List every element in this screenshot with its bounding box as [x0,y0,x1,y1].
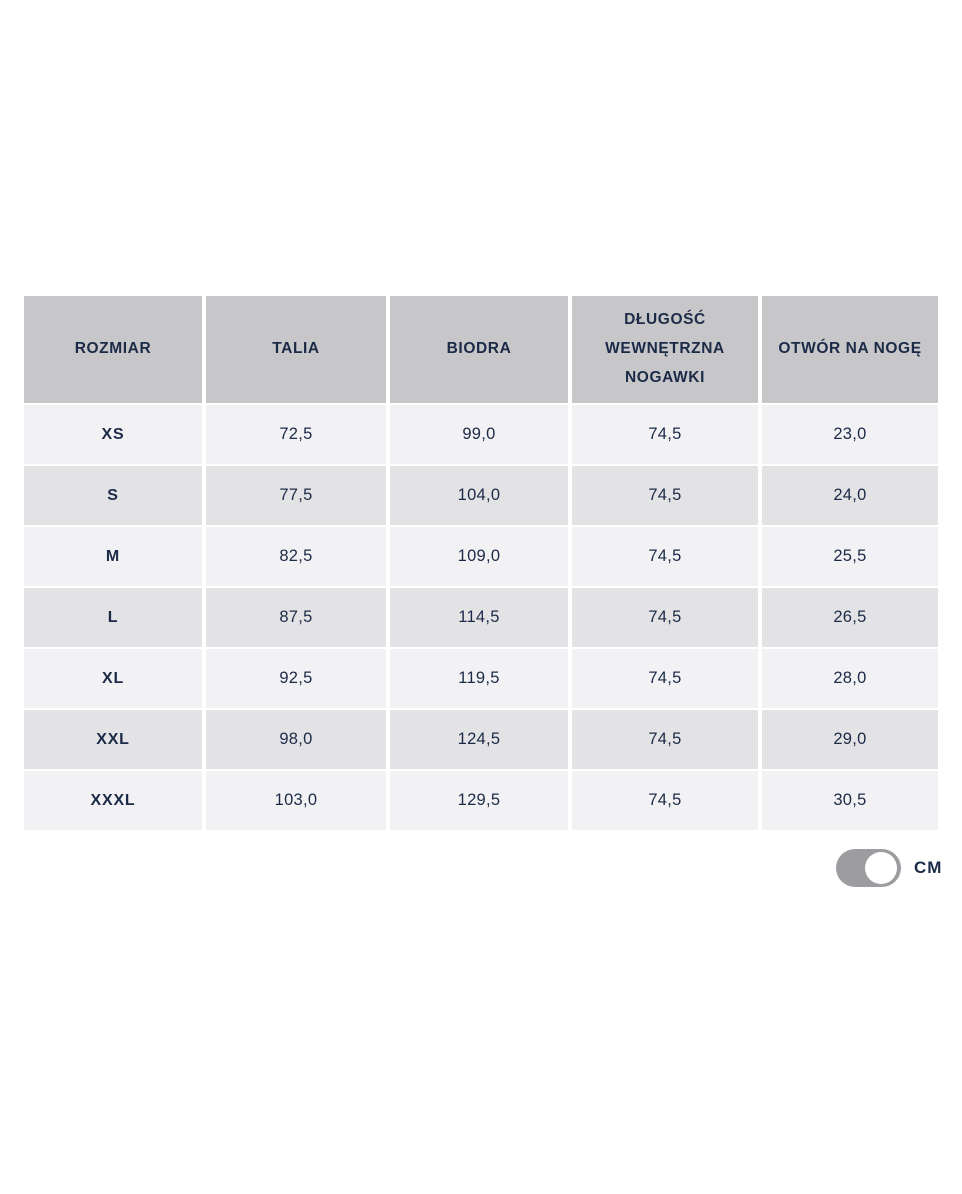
dlugosc-cell: 74,5 [572,771,758,830]
size-cell: XL [24,649,202,708]
dlugosc-cell: 74,5 [572,649,758,708]
size-cell: L [24,588,202,647]
otwor-cell: 29,0 [762,710,938,769]
unit-label: CM [914,858,943,877]
talia-cell: 98,0 [206,710,386,769]
size-cell: XS [24,405,202,464]
otwor-cell: 25,5 [762,527,938,586]
biodra-cell: 104,0 [390,466,568,525]
biodra-cell: 109,0 [390,527,568,586]
dlugosc-cell: 74,5 [572,466,758,525]
dlugosc-cell: 74,5 [572,588,758,647]
talia-cell: 87,5 [206,588,386,647]
otwor-cell: 24,0 [762,466,938,525]
column-header-biodra: BIODRA [390,296,568,403]
toggle-knob [865,852,897,884]
biodra-cell: 124,5 [390,710,568,769]
dlugosc-cell: 74,5 [572,710,758,769]
biodra-cell: 119,5 [390,649,568,708]
dlugosc-cell: 74,5 [572,527,758,586]
dlugosc-cell: 74,5 [572,405,758,464]
column-header-dlugosc-wewnetrzna-nogawki: DŁUGOŚĆ WEWNĘTRZNA NOGAWKI [572,296,758,403]
biodra-cell: 99,0 [390,405,568,464]
size-cell: M [24,527,202,586]
talia-cell: 82,5 [206,527,386,586]
otwor-cell: 23,0 [762,405,938,464]
size-cell: XXL [24,710,202,769]
talia-cell: 77,5 [206,466,386,525]
otwor-cell: 26,5 [762,588,938,647]
talia-cell: 103,0 [206,771,386,830]
column-header-rozmiar: ROZMIAR [24,296,202,403]
unit-toggle-group [836,849,942,887]
otwor-cell: 28,0 [762,649,938,708]
biodra-cell: 114,5 [390,588,568,647]
cm-unit-toggle[interactable] [836,849,901,887]
otwor-cell: 30,5 [762,771,938,830]
size-cell: S [24,466,202,525]
size-cell: XXXL [24,771,202,830]
column-header-otwor-na-noge: OTWÓR NA NOGĘ [762,296,938,403]
talia-cell: 92,5 [206,649,386,708]
talia-cell: 72,5 [206,405,386,464]
column-header-talia: TALIA [206,296,386,403]
size-chart-table [24,296,938,830]
biodra-cell: 129,5 [390,771,568,830]
